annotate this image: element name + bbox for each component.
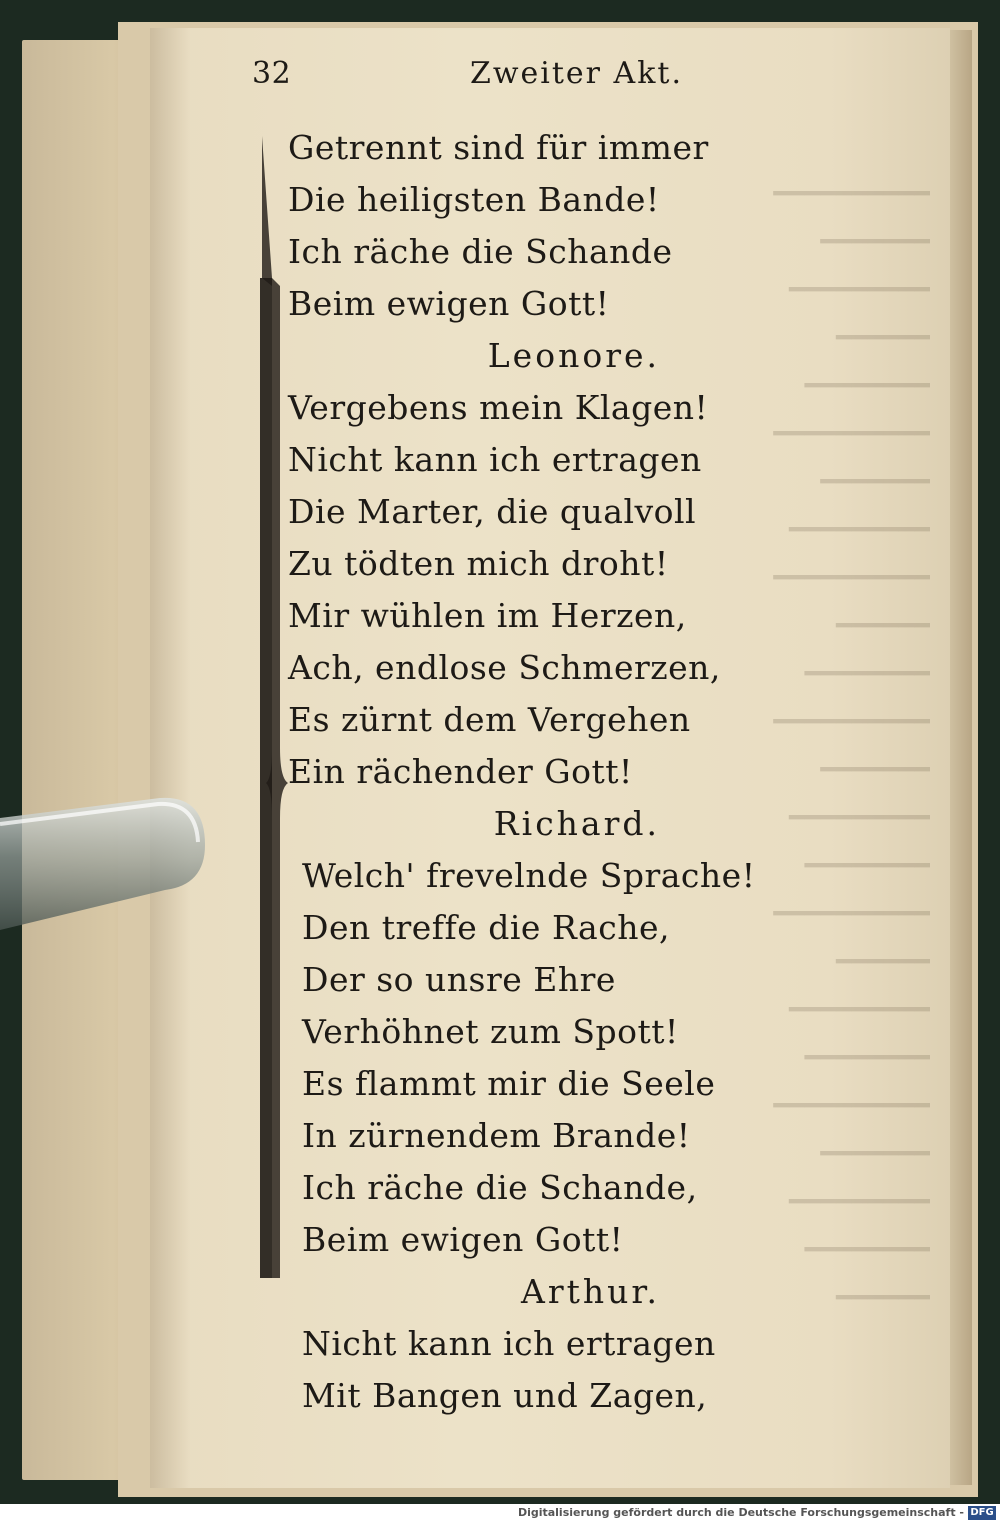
verse-line: Ein rächender Gott! xyxy=(288,752,633,791)
verse-line: Die heiligsten Bande! xyxy=(288,180,660,219)
verse-line: Mir wühlen im Herzen, xyxy=(288,596,687,635)
verse-line: Getrennt sind für immer xyxy=(288,128,709,167)
verse-line: Ach, endlose Schmerzen, xyxy=(288,648,721,687)
verse-line: Ich räche die Schande, xyxy=(302,1168,698,1207)
verse-line: Verhöhnet zum Spott! xyxy=(302,1012,679,1051)
spine-shadow xyxy=(150,28,190,1488)
verse-line: Mit Bangen und Zagen, xyxy=(302,1376,708,1415)
verse-line: Der so unsre Ehre xyxy=(302,960,616,999)
verse-line: Es flammt mir die Seele xyxy=(302,1064,716,1103)
speaker-name: Arthur. xyxy=(520,1272,660,1311)
running-head: Zweiter Akt. xyxy=(470,56,683,91)
verse-line: Ich räche die Schande xyxy=(288,232,673,271)
verse-line: Zu tödten mich droht! xyxy=(288,544,669,583)
verse-line: Beim ewigen Gott! xyxy=(288,284,610,323)
verse-line: Nicht kann ich ertragen xyxy=(302,1324,716,1363)
right-page-edge xyxy=(950,30,972,1485)
verse-line: Es zürnt dem Vergehen xyxy=(288,700,691,739)
speaker-name: Richard. xyxy=(493,804,660,843)
verse-line: Beim ewigen Gott! xyxy=(302,1220,624,1259)
footer-credit: Digitalisierung gefördert durch die Deutsche Forschungsgemeinschaft - xyxy=(517,1506,964,1519)
speaker-name: Leonore. xyxy=(487,336,660,375)
verse-line: Die Marter, die qualvoll xyxy=(288,492,697,531)
verse-line: Vergebens mein Klagen! xyxy=(288,388,709,427)
verse-line: Welch' frevelnde Sprache! xyxy=(302,856,756,895)
page-number: 32 xyxy=(252,56,292,91)
glass-clip xyxy=(0,790,210,930)
verse-line: Den treffe die Rache, xyxy=(302,908,670,947)
verse-line: In zürnendem Brande! xyxy=(302,1116,691,1155)
show-through-text: ━━━━━━━━━━ ━━━━━━━ ━━━━━━━━━ ━━━━━━ ━━━━━━━━ ━━━━━━━━━━ ━━━━━━━ ━━━━━━━━━ ━━━━━━━━━━ ━━━━━━ ━━━━━━━━ ━━━━━━━━━━ ━━━━━━━ ━━━━━━━━━ ━━━━━━━━ ━━━━━━━━━━ ━━━━━━ ━━━━━━━━━ ━━━━━━━━ ━━━━━━━━━━ ━━━━━━━ ━━━━━━━━━ ━━━━━━━━ ━━━━━━ xyxy=(773,179,930,1313)
dfg-logo: DFG xyxy=(968,1506,996,1520)
verse-line: Nicht kann ich ertragen xyxy=(288,440,702,479)
